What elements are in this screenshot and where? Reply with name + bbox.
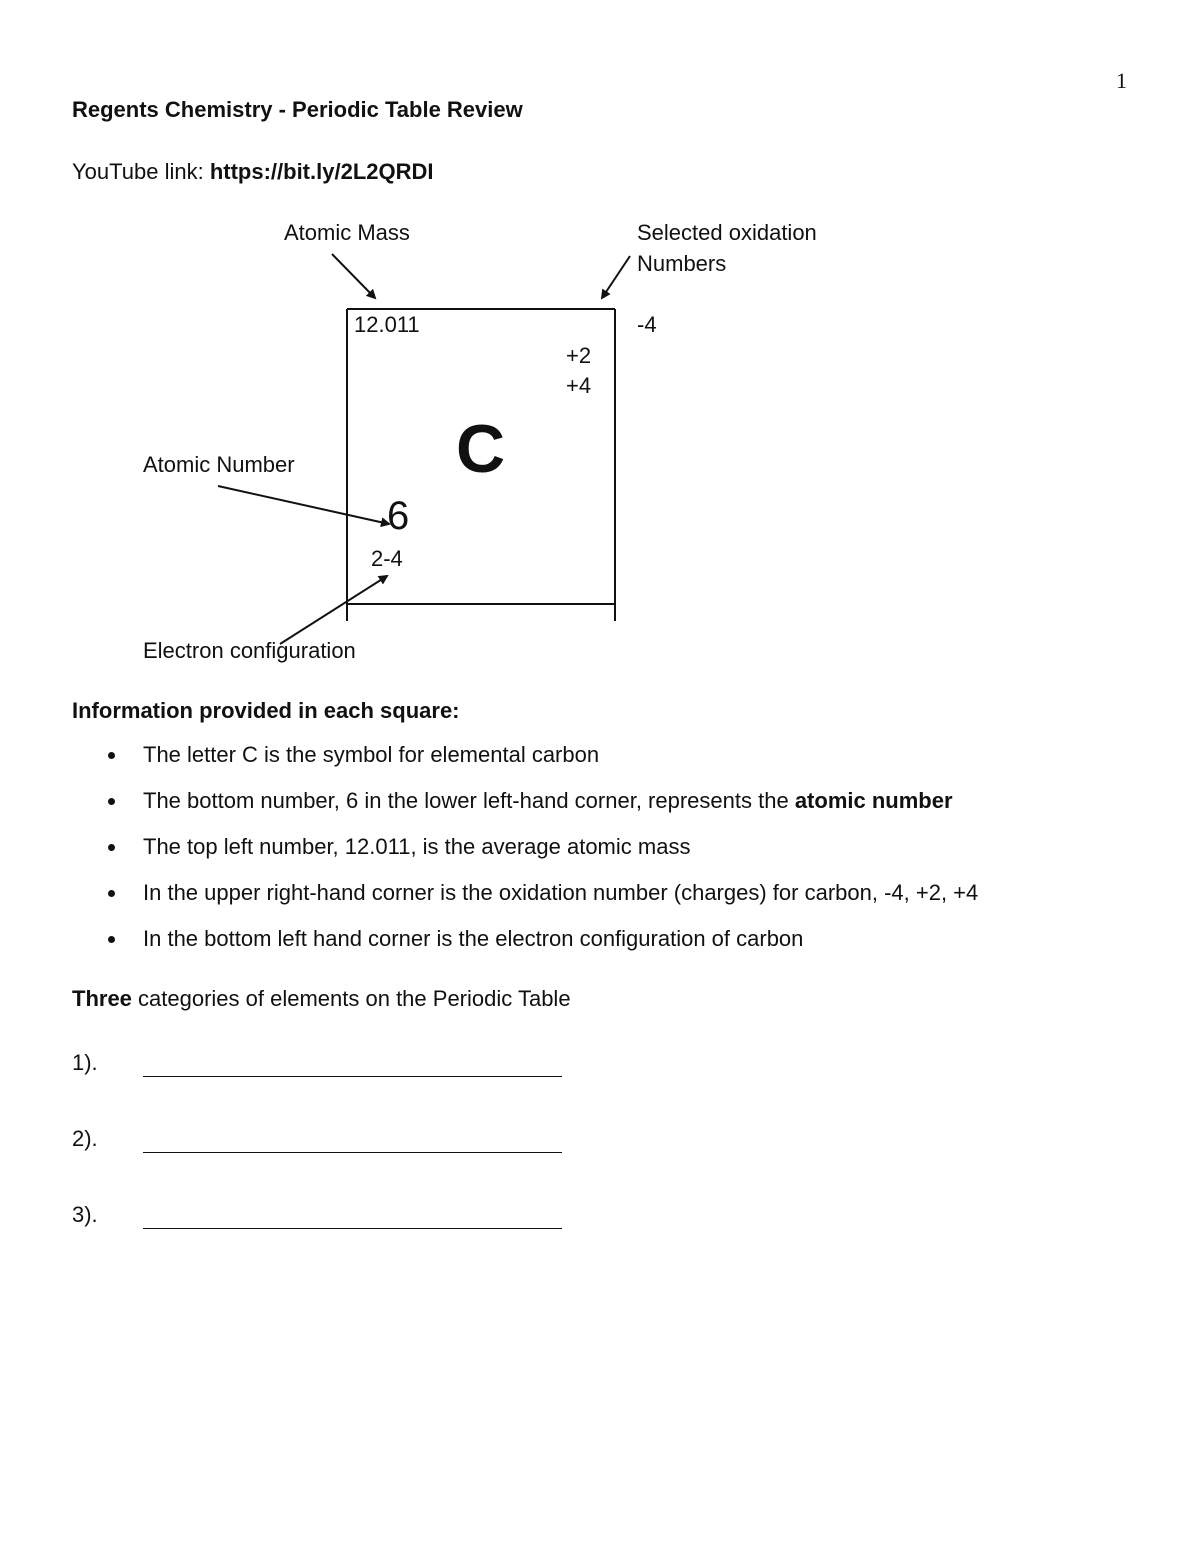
atomic-number-arrow [218, 486, 389, 524]
info-heading: Information provided in each square: [72, 698, 460, 723]
youtube-label: YouTube link: [72, 159, 210, 184]
label-oxidation-line2: Numbers [637, 251, 727, 276]
categories-prompt [72, 986, 571, 1012]
atomic-mass-value: 12.011 [354, 312, 420, 337]
electron-config-arrow [280, 576, 387, 644]
answer-blank[interactable] [143, 1228, 562, 1229]
label-oxidation-line1: Selected oxidation [637, 220, 817, 245]
categories-bold: Three [72, 986, 132, 1011]
oxidation-value: -4 [637, 312, 657, 337]
answer-row [72, 1126, 143, 1152]
answer-row [72, 1202, 143, 1228]
oxidation-value: +2 [566, 343, 592, 368]
list-item [72, 832, 978, 878]
list-item [72, 740, 978, 786]
answer-number: 1). [72, 1050, 98, 1075]
label-atomic-number: Atomic Number [143, 452, 295, 477]
label-atomic-mass: Atomic Mass [284, 220, 410, 245]
page-number: 1 [1116, 68, 1127, 93]
label-electron-configuration: Electron configuration [143, 638, 356, 663]
element-symbol: C [456, 411, 506, 487]
atomic-mass-arrow [332, 254, 375, 298]
bullet-text: In the bottom left hand corner is the electron configuration of carbon [143, 926, 804, 951]
oxidation-value: +4 [566, 373, 592, 398]
list-item [72, 924, 978, 970]
answer-blank[interactable] [143, 1152, 562, 1153]
bullet-text: The top left number, 12.011, is the average atomic mass [143, 834, 691, 859]
atomic-number-value: 6 [387, 494, 410, 538]
bullet-icon [108, 844, 115, 851]
bullet-text: The bottom number, 6 in the lower left-hand corner, represents the [143, 788, 795, 813]
answer-number: 3). [72, 1202, 98, 1227]
answer-number: 2). [72, 1126, 98, 1151]
categories-text: categories of elements on the Periodic Table [131, 986, 571, 1011]
info-list [72, 740, 978, 970]
oxidation-arrow [602, 256, 630, 298]
list-item [72, 878, 978, 924]
bullet-icon [108, 936, 115, 943]
element-square-diagram [0, 0, 1200, 700]
bullet-text: In the upper right-hand corner is the oxidation number (charges) for carbon, -4, +2, +4 [143, 880, 979, 905]
bullet-icon [108, 752, 115, 759]
youtube-link[interactable]: https://bit.ly/2L2QRDI [209, 159, 434, 184]
bullet-icon [108, 798, 115, 805]
answer-row [72, 1050, 143, 1076]
electron-config-value: 2-4 [371, 546, 403, 571]
bullet-bold: atomic number [794, 788, 953, 813]
answer-blank[interactable] [143, 1076, 562, 1077]
bullet-icon [108, 890, 115, 897]
list-item [72, 786, 978, 832]
bullet-text: The letter C is the symbol for elemental carbon [143, 742, 600, 767]
page-title: Regents Chemistry - Periodic Table Review [72, 97, 523, 122]
